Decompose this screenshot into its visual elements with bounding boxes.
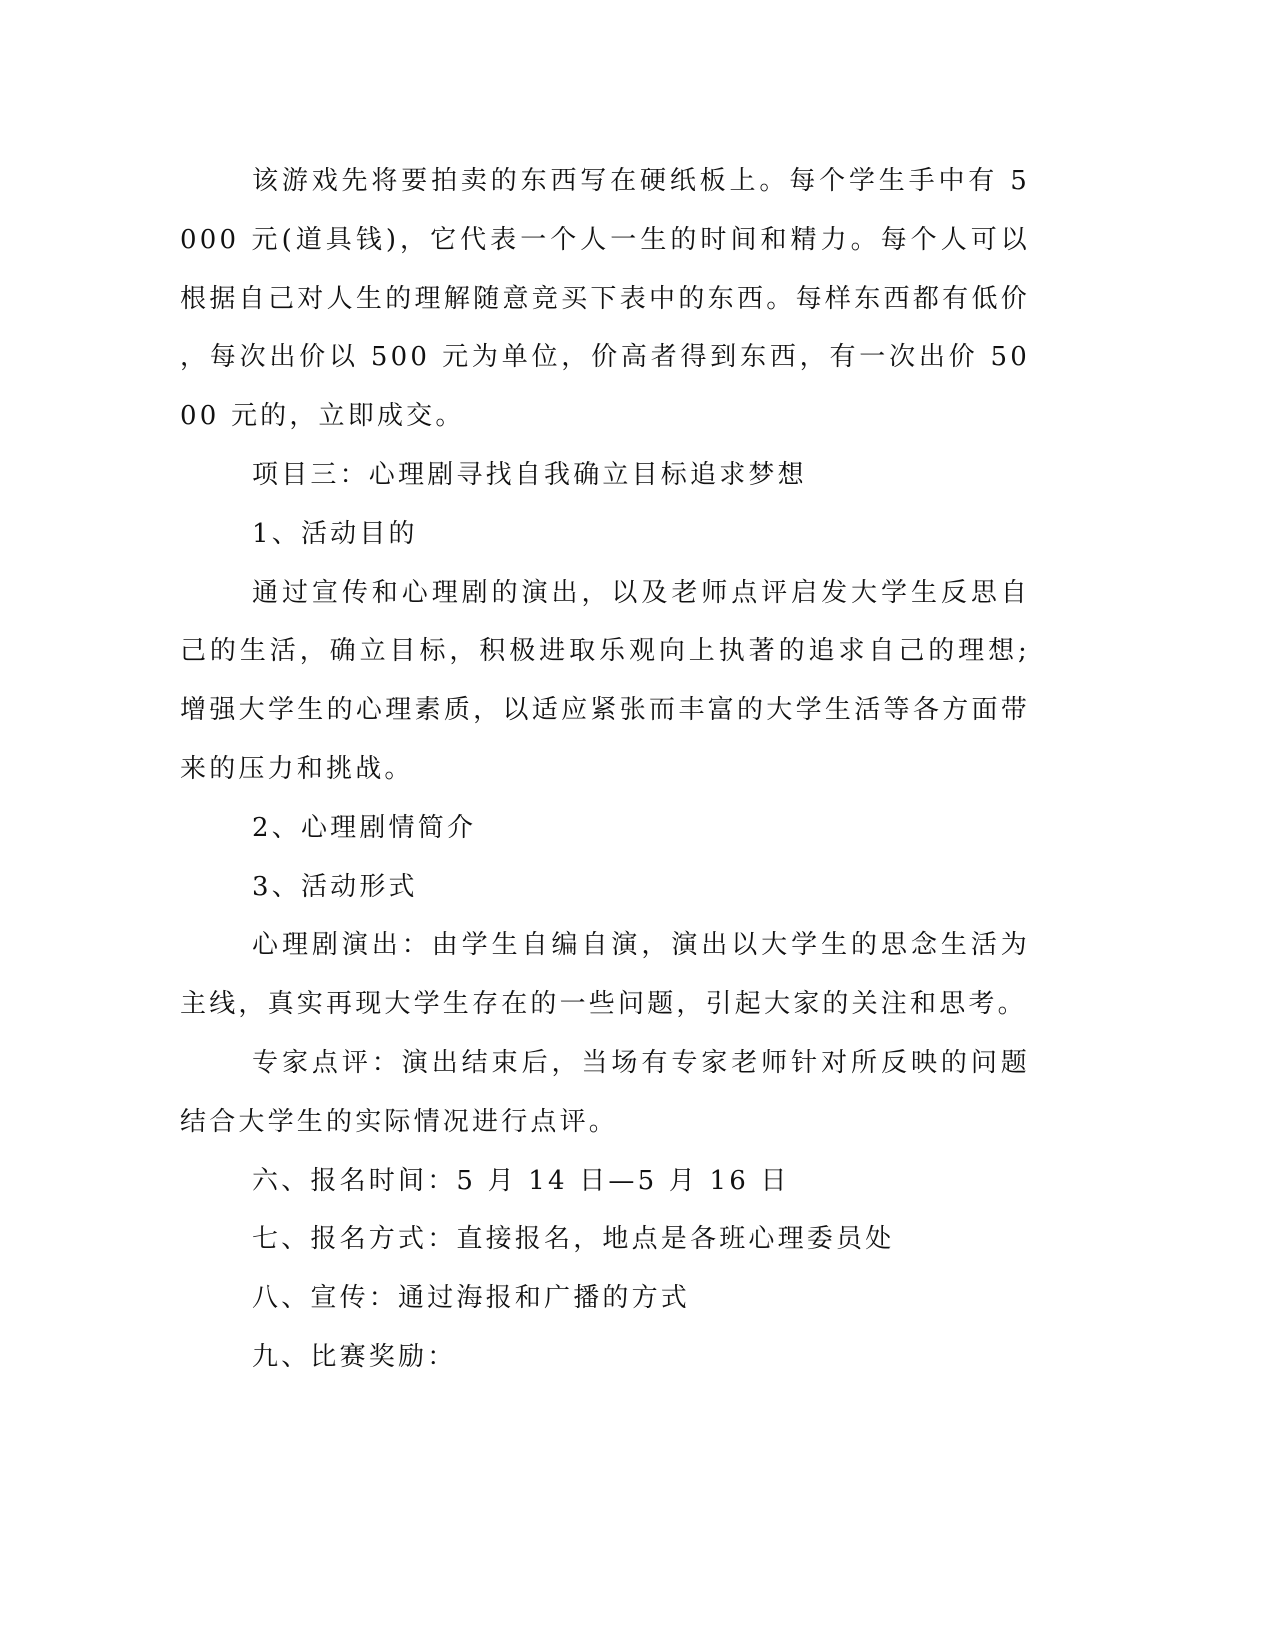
heading-activity-purpose: 1、活动目的 — [252, 518, 418, 549]
heading-activity-form: 3、活动形式 — [252, 871, 418, 902]
heading-project-three: 项目三：心理剧寻找自我确立目标追求梦想 — [252, 459, 807, 490]
item-registration-time: 六、报名时间：5 月 14 日—5 月 16 日 — [252, 1165, 790, 1196]
paragraph-auction-game: 该游戏先将要拍卖的东西写在硬纸板上。每个学生手中有 5000 元(道具钱)，它代表一个人一生的时间和精力。每个人可以根据自己对人生的理解随意竞买下表中的东西。每样东西都有低价，每次出价以 500 元为单位，价高者得到东西，有一次出价 5000 元的，立即成交。 — [180, 166, 1030, 432]
paragraph-expert-review: 专家点评：演出结束后，当场有专家老师针对所反映的问题结合大学生的实际情况进行点评。 — [180, 1047, 1030, 1137]
heading-drama-synopsis: 2、心理剧情简介 — [252, 812, 477, 843]
item-registration-method: 七、报名方式：直接报名，地点是各班心理委员处 — [252, 1224, 895, 1255]
item-competition-awards: 九、比赛奖励： — [252, 1341, 457, 1372]
paragraph-drama-performance: 心理剧演出：由学生自编自演，演出以大学生的思念生活为主线，真实再现大学生存在的一些问题，引起大家的关注和思考。 — [180, 930, 1030, 1020]
item-publicity: 八、宣传：通过海报和广播的方式 — [252, 1283, 691, 1314]
document-body — [180, 152, 1030, 1387]
paragraph-activity-purpose: 通过宣传和心理剧的演出，以及老师点评启发大学生反思自己的生活，确立目标，积极进取乐观向上执著的追求自己的理想;增强大学生的心理素质，以适应紧张而丰富的大学生活等各方面带来的压力和挑战。 — [180, 577, 1030, 784]
